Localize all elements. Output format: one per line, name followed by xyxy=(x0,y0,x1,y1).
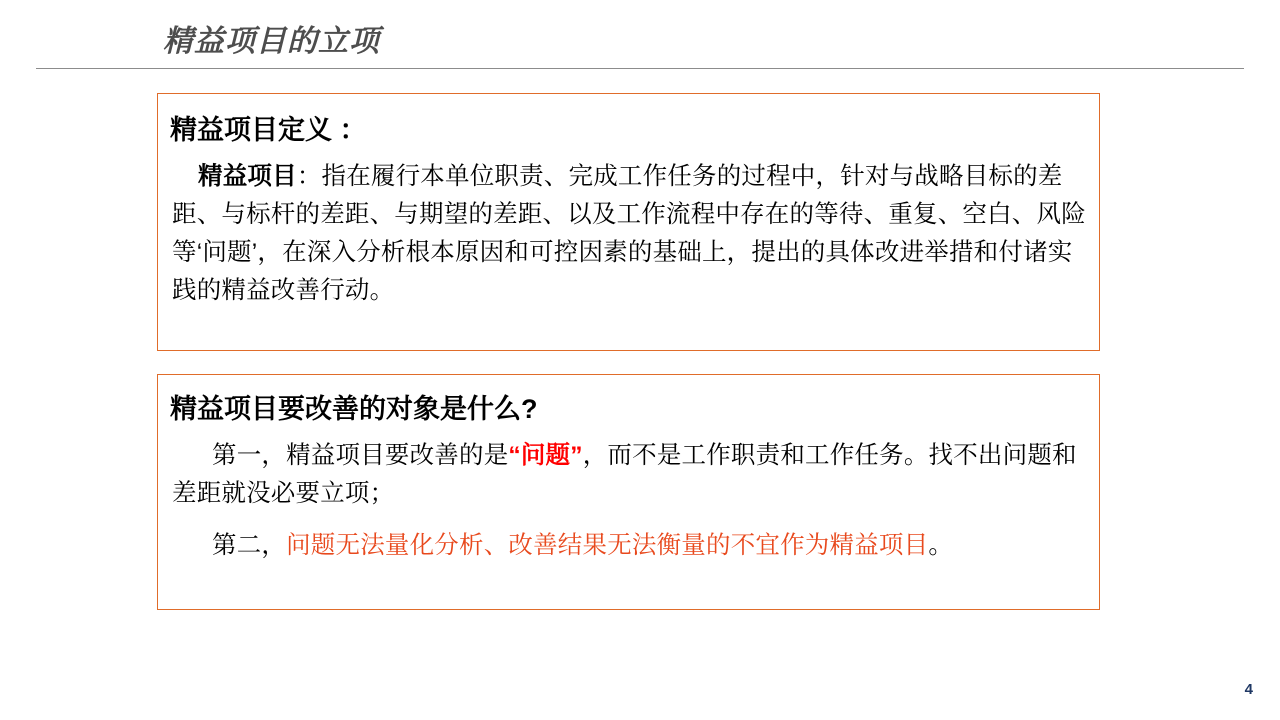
definition-box-paragraph xyxy=(172,158,1087,310)
target-box xyxy=(157,374,1100,610)
definition-body-text: ：指在履行本单位职责、完成工作任务的过程中，针对与战略目标的差距、与标杆的差距、与期望的差距、以及工作流程中存在的等待、重复、空白、风险等‘问题’，在深入分析根本原因和可控因素的基础上，提出的具体改进举措和付诸实践的精益改善行动。 xyxy=(172,163,1086,304)
second-point-suffix: 。 xyxy=(928,532,954,559)
target-box-heading: 精益项目要改善的对象是什么? xyxy=(170,394,538,424)
page-title: 精益项目的立项 xyxy=(163,25,380,58)
first-point-highlight: “问题” xyxy=(508,442,583,469)
second-point-highlight: 问题无法量化分析、改善结果无法衡量的不宜作为精益项目 xyxy=(286,532,929,559)
definition-box-heading: 精益项目定义 ： xyxy=(170,115,367,145)
first-point-prefix: 第一，精益项目要改善的是 xyxy=(212,442,509,469)
page-number: 4 xyxy=(1244,681,1253,698)
first-point-suffix: ，而不是工作职责和工作任务。找不出问题和差距就没必要立项； xyxy=(172,442,1077,507)
second-point-prefix: 第二， xyxy=(212,532,287,559)
target-first-point xyxy=(172,437,1087,513)
definition-lead-term: 精益项目 xyxy=(198,163,297,190)
definition-box xyxy=(157,93,1100,351)
target-second-point xyxy=(172,527,1087,565)
title-divider xyxy=(36,68,1244,69)
